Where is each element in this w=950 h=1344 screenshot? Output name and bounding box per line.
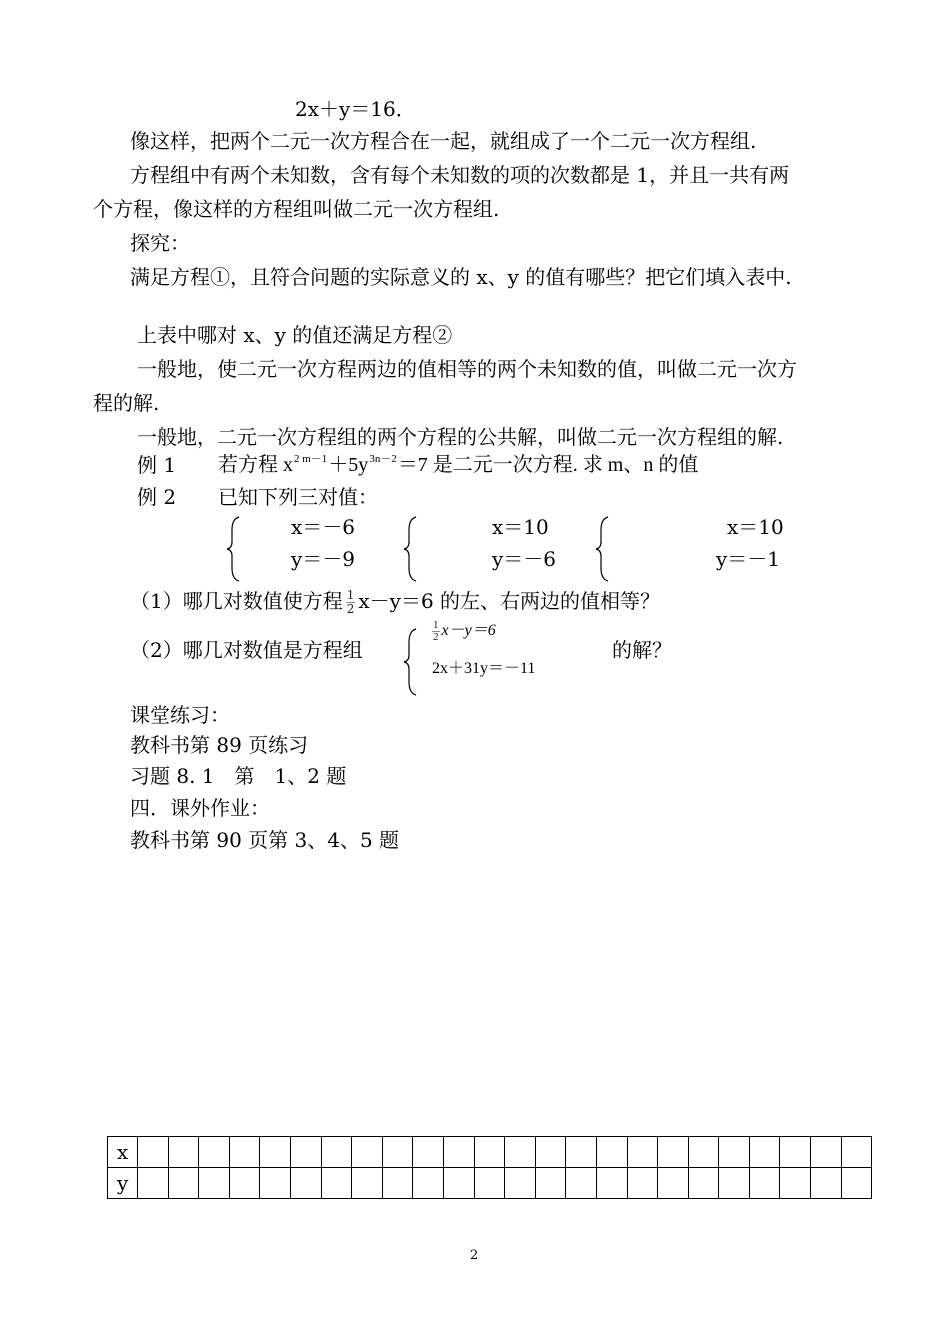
table-cell[interactable] <box>505 1168 536 1199</box>
example-1-label: 例 1 <box>137 453 177 477</box>
example-1-exponent-1: 2 m－1 <box>294 453 328 465</box>
table-cell[interactable] <box>229 1137 260 1168</box>
table-cell[interactable] <box>566 1137 597 1168</box>
table-cell[interactable] <box>474 1137 505 1168</box>
example-1-text <box>218 451 698 482</box>
example-1-mid: ＋5y <box>328 454 369 476</box>
table-cell[interactable] <box>138 1137 169 1168</box>
table-cell[interactable] <box>719 1137 750 1168</box>
homework-item-1: 教科书第 90 页第 3、4、5 题 <box>130 828 400 852</box>
brace-system <box>403 628 419 696</box>
table-cell[interactable] <box>596 1168 627 1199</box>
system-equation-1 <box>432 620 496 643</box>
brace-pair-1 <box>226 516 242 582</box>
table-cell[interactable] <box>260 1137 291 1168</box>
pair-3-y: y＝－1 <box>716 547 781 571</box>
table-cell[interactable] <box>841 1137 872 1168</box>
table-row-y <box>108 1168 872 1199</box>
table-cell[interactable] <box>260 1168 291 1199</box>
table-cell[interactable] <box>749 1168 780 1199</box>
table-cell[interactable] <box>535 1168 566 1199</box>
page-number: 2 <box>470 1248 479 1263</box>
practice-item-1: 教科书第 89 页练习 <box>130 733 309 757</box>
table-cell[interactable] <box>352 1137 383 1168</box>
paragraph-explore-task: 满足方程①，且符合问题的实际意义的 x、y 的值有哪些？把它们填入表中. <box>130 265 792 289</box>
table-cell[interactable] <box>352 1168 383 1199</box>
example-2-text: 已知下列三对值： <box>218 485 378 509</box>
table-cell[interactable] <box>199 1168 230 1199</box>
system-equation-2: 2x＋31y＝－11 <box>432 660 536 677</box>
paragraph-definition-line2: 个方程，像这样的方程组叫做二元一次方程组. <box>93 197 500 221</box>
table-cell[interactable] <box>566 1168 597 1199</box>
question-1-suffix: x－y＝6 的左、右两边的值相等？ <box>358 589 661 613</box>
table-cell[interactable] <box>138 1168 169 1199</box>
table-cell[interactable] <box>321 1137 352 1168</box>
table-cell[interactable] <box>413 1137 444 1168</box>
pair-3-x: x＝10 <box>727 515 784 539</box>
paragraph-solution-def-line2: 程的解. <box>93 391 160 415</box>
pair-1-x: x＝－6 <box>291 515 356 539</box>
table-cell[interactable] <box>443 1137 474 1168</box>
example-1-suffix: ＝7 是二元一次方程. 求 m、n 的值 <box>397 454 699 476</box>
paragraph-system-solution-def: 一般地，二元一次方程组的两个方程的公共解，叫做二元一次方程组的解. <box>137 425 784 449</box>
paragraph-solution-def-line1: 一般地，使二元一次方程两边的值相等的两个未知数的值，叫做二元一次方 <box>137 357 797 381</box>
table-cell[interactable] <box>627 1168 658 1199</box>
table-cell[interactable] <box>199 1137 230 1168</box>
table-cell[interactable] <box>505 1137 536 1168</box>
table-cell[interactable] <box>780 1168 811 1199</box>
practice-item-2: 习题 8. 1 第 1、2 题 <box>130 764 347 788</box>
table-cell[interactable] <box>688 1168 719 1199</box>
table-cell[interactable] <box>168 1137 199 1168</box>
table-cell[interactable] <box>290 1137 321 1168</box>
explore-heading: 探究： <box>130 231 190 255</box>
paragraph-definition-line1: 方程组中有两个未知数，含有每个未知数的项的次数都是 1，并且一共有两 <box>130 163 790 187</box>
table-cell[interactable] <box>658 1137 689 1168</box>
table-cell[interactable] <box>474 1168 505 1199</box>
question-1-prefix: （1）哪几对数值使方程 <box>130 589 343 613</box>
table-cell[interactable] <box>413 1168 444 1199</box>
practice-heading: 课堂练习： <box>130 703 230 727</box>
table-cell[interactable] <box>811 1168 842 1199</box>
value-table <box>107 1136 872 1199</box>
table-cell[interactable] <box>290 1168 321 1199</box>
table-cell[interactable] <box>780 1137 811 1168</box>
question-2-prefix: （2）哪几对数值是方程组 <box>130 638 363 662</box>
brace-pair-2 <box>403 516 419 582</box>
table-cell[interactable] <box>443 1168 474 1199</box>
example-2-label: 例 2 <box>137 485 177 509</box>
table-cell[interactable] <box>719 1168 750 1199</box>
table-cell[interactable] <box>535 1137 566 1168</box>
row-label-x: x <box>108 1137 138 1168</box>
table-cell[interactable] <box>321 1168 352 1199</box>
homework-heading: 四．课外作业： <box>130 796 270 820</box>
half-fraction: $\frac{1}{2}$ <box>346 588 355 616</box>
table-cell[interactable] <box>841 1168 872 1199</box>
table-cell[interactable] <box>811 1137 842 1168</box>
example-1-prefix: 若方程 x <box>218 454 293 476</box>
table-cell[interactable] <box>627 1137 658 1168</box>
table-cell[interactable] <box>749 1137 780 1168</box>
table-cell[interactable] <box>382 1137 413 1168</box>
system-equation-1-rest: x－y＝6 <box>441 622 496 640</box>
paragraph-table-question: 上表中哪对 x、y 的值还满足方程② <box>137 323 453 347</box>
table-cell[interactable] <box>596 1137 627 1168</box>
row-label-y: y <box>108 1168 138 1199</box>
system-half-fraction: $\frac{1}{2}$ <box>433 619 439 643</box>
question-1 <box>130 587 660 616</box>
pair-2-y: y＝－6 <box>492 547 557 571</box>
table-cell[interactable] <box>168 1168 199 1199</box>
pair-1-y: y＝－9 <box>291 547 356 571</box>
table-row-x <box>108 1137 872 1168</box>
example-1-exponent-2: 3n－2 <box>369 453 397 465</box>
question-2-suffix: 的解？ <box>612 638 672 662</box>
table-cell[interactable] <box>688 1137 719 1168</box>
table-cell[interactable] <box>229 1168 260 1199</box>
pair-2-x: x＝10 <box>492 515 549 539</box>
brace-pair-3 <box>595 516 611 582</box>
paragraph-system-definition: 像这样，把两个二元一次方程合在一起，就组成了一个二元一次方程组. <box>130 129 757 153</box>
table-cell[interactable] <box>382 1168 413 1199</box>
equation-2: 2x＋y＝16． <box>295 97 416 121</box>
table-cell[interactable] <box>658 1168 689 1199</box>
